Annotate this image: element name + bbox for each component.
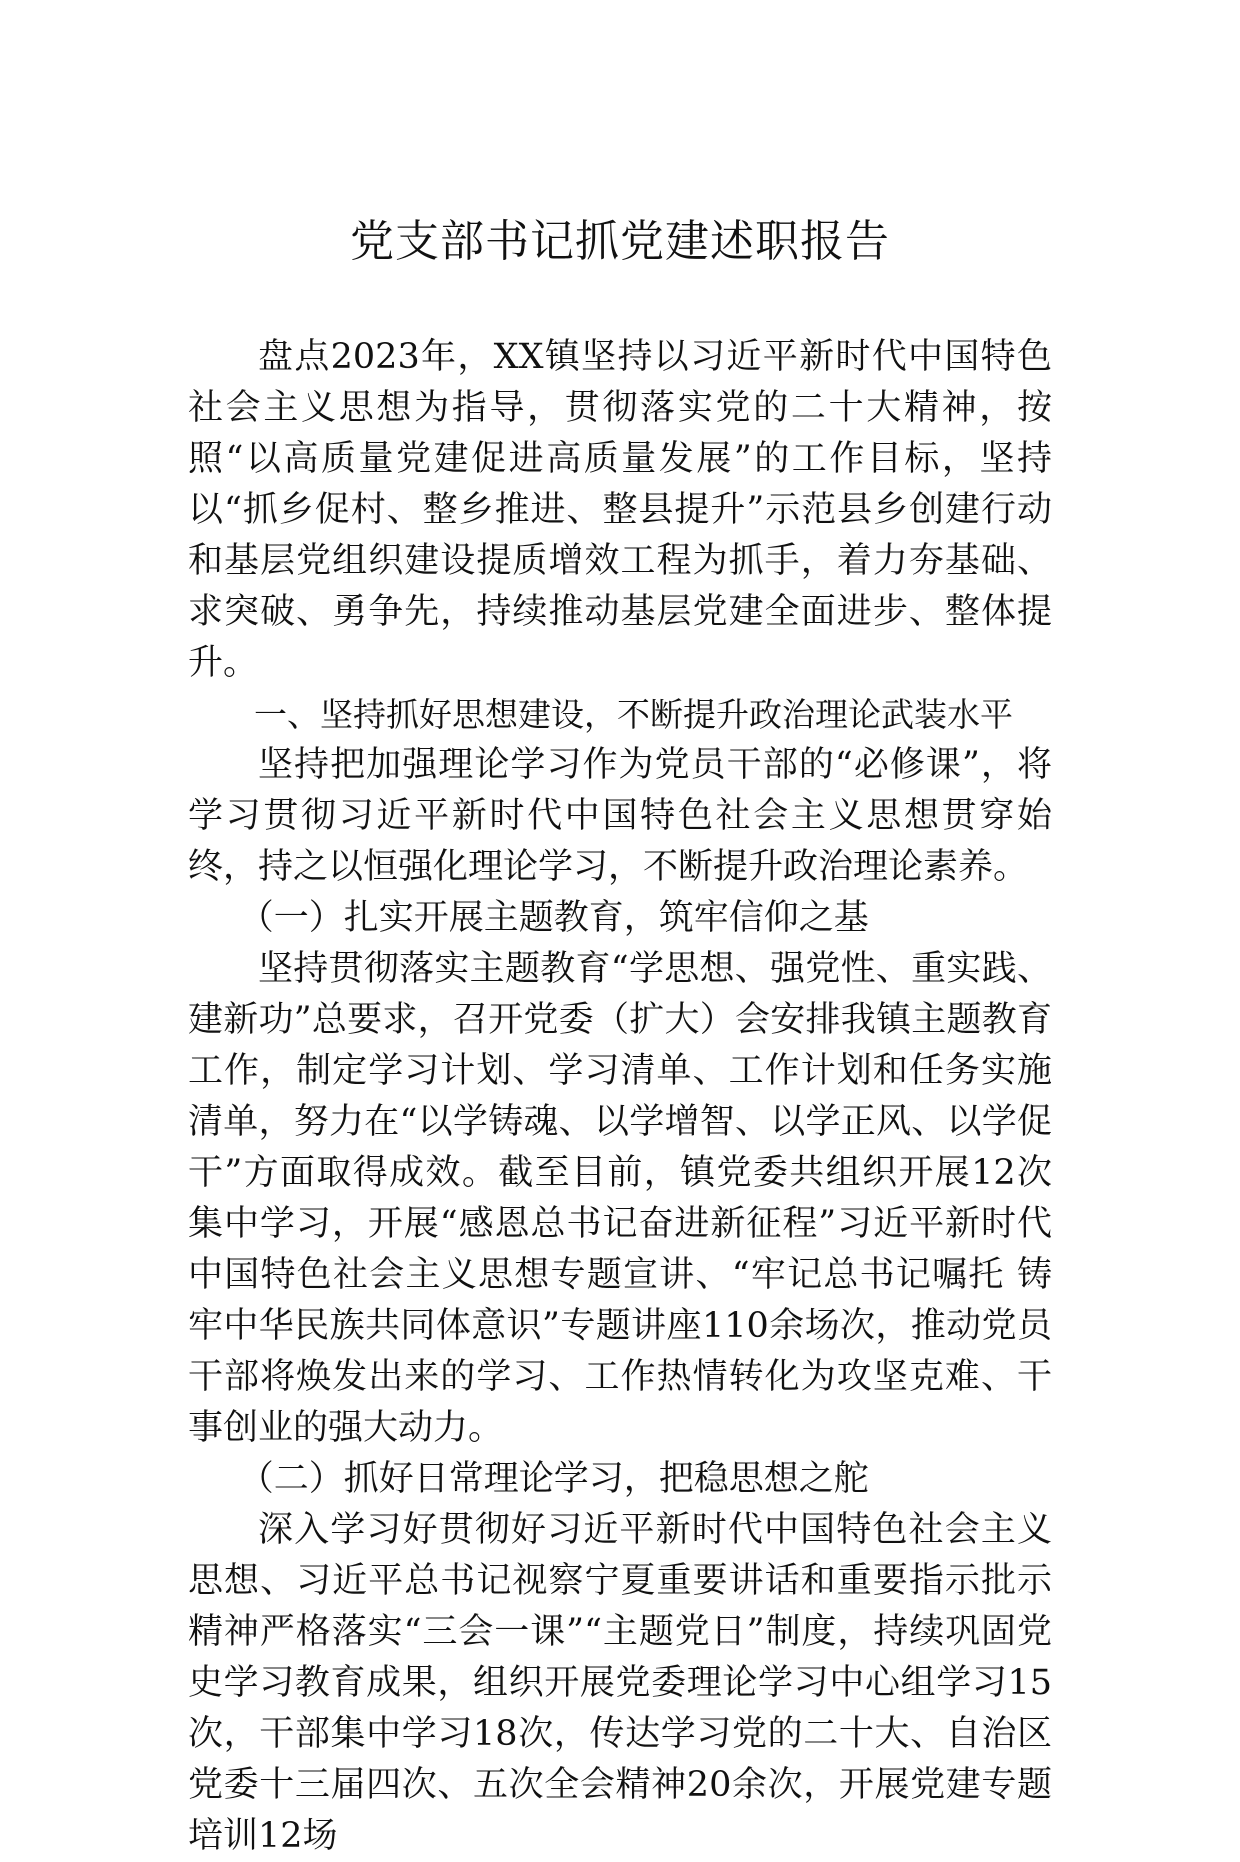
- subsection-heading-1: （一）扎实开展主题教育，筑牢信仰之基: [238, 898, 869, 938]
- paragraph-section-1: 坚持把加强理论学习作为党员干部的“必修课”，将学习贯彻习近平新时代中国特色社会主义思想贯穿始终，持之以恒强化理论学习，不断提升政治理论素养。: [188, 745, 1052, 887]
- subsection-heading-2: （二）抓好日常理论学习，把稳思想之舵: [238, 1459, 869, 1499]
- paragraph-subsection-2: 深入学习好贯彻好习近平新时代中国特色社会主义思想、习近平总书记视察宁夏重要讲话和重要指示批示精神严格落实“三会一课”“主题党日”制度，持续巩固党史学习教育成果，组织开展党委理论学习中心组学习15次，干部集中学习18次，传达学习党的二十大、自治区党委十三届四次、五次全会精神20余次，开展党建专题培训12场: [188, 1510, 1052, 1856]
- paragraph-subsection-1: 坚持贯彻落实主题教育“学思想、强党性、重实践、建新功”总要求，召开党委（扩大）会安排我镇主题教育工作，制定学习计划、学习清单、工作计划和任务实施清单，努力在“以学铸魂、以学增智、以学正风、以学促干”方面取得成效。截至目前，镇党委共组织开展12次集中学习，开展“感恩总书记奋进新征程”习近平新时代中国特色社会主义思想专题宣讲、“牢记总书记嘱托 铸牢中华民族共同体意识”专题讲座110余场次，推动党员干部将焕发出来的学习、工作热情转化为攻坚克难、干事创业的强大动力。: [188, 949, 1052, 1448]
- document-title: 党支部书记抓党建述职报告: [350, 216, 890, 267]
- section-heading-1: 一、坚持抓好思想建设，不断提升政治理论武装水平: [254, 695, 1013, 734]
- document-body: [188, 332, 1052, 1862]
- paragraph-intro: 盘点2023年，XX镇坚持以习近平新时代中国特色社会主义思想为指导，贯彻落实党的二十大精神，按照“以高质量党建促进高质量发展”的工作目标，坚持以“抓乡促村、整乡推进、整县提升”示范县乡创建行动和基层党组织建设提质增效工程为抓手，着力夯基础、求突破、勇争先，持续推动基层党建全面进步、整体提升。: [188, 337, 1052, 683]
